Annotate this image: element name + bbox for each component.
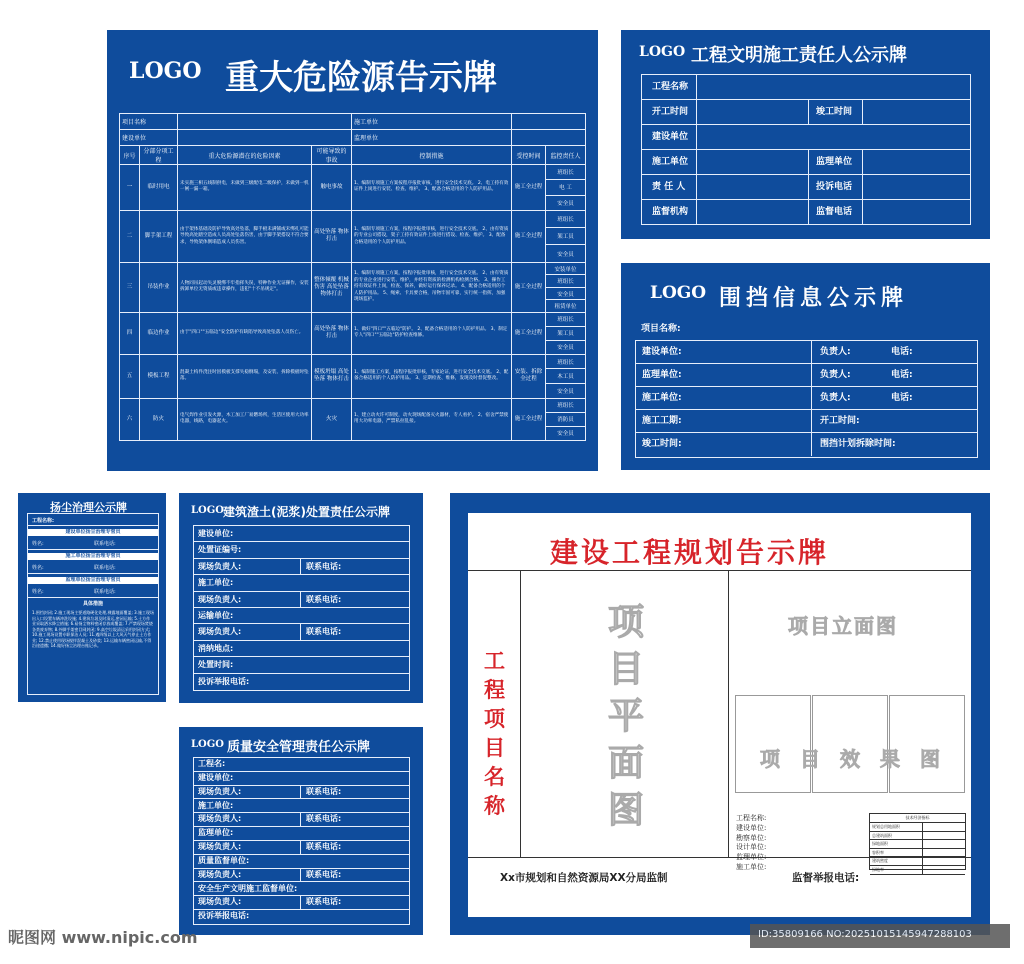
hz-build-label: 建设单位: [120, 130, 178, 146]
board5-row: 处置时间:: [194, 657, 409, 673]
hz-constr-label: 施工单位: [352, 114, 512, 130]
board5-row: 现场负责人: 联系电话:: [194, 624, 409, 640]
dust-board: [18, 493, 166, 702]
hz-project-label: 项目名称: [120, 114, 178, 130]
board6-row: 现场负责人: 联系电话:: [194, 841, 409, 855]
planning-footer-left: Xx市规划和自然资源局XX分局监制: [500, 872, 668, 884]
hazard-row: 架工员: [120, 326, 586, 340]
hazard-row: 安全员: [120, 245, 586, 262]
watermark-site: 昵图网 www.nipic.com: [8, 928, 198, 947]
board6-row: 现场负责人: 联系电话:: [194, 869, 409, 883]
effect-placeholder: 项目效果图: [760, 747, 960, 771]
hoarding-grid: 建设单位: 负责人: 电话: 监理单位: 负责人: 电话: 施工单位: 负责人: 电话: 施工工期: 开工时间: 竣工时间: 围挡计划拆除时间:: [635, 340, 978, 458]
hoarding-project: 项目名称:: [641, 324, 681, 334]
hoarding-title: 围挡信息公示牌: [719, 286, 909, 311]
planning-info-line: 施工单位:: [736, 862, 767, 871]
tech-row: 容积率: [870, 849, 965, 858]
hazard-row: 四 临边作业 由于"四口""五临边"安全防护有缺陷导致高处坠落人员伤亡。 高处坠落 物体打击 1、做好"四口""五临边"防护。 2、配备合格适用的个人防护用品。 3、制定专人"四口""五临边"防护检查维修。 施工全过程 班组长: [120, 312, 586, 326]
muck-board: [179, 493, 423, 703]
tech-row: 总建筑面积: [870, 832, 965, 841]
civil-board: [621, 30, 990, 239]
board5-row: 投诉举报电话:: [198, 676, 250, 686]
watermark-right: [750, 924, 1010, 948]
board6-row: 现场负责人: 联系电话:: [194, 896, 409, 910]
hoarding-logo: LOGO: [650, 283, 707, 303]
hazard-row: 安全员: [120, 195, 586, 210]
civil-title: 工程文明施工责任人公示牌: [691, 45, 907, 66]
tech-row: 绿地率: [870, 866, 965, 875]
hazard-row: 班组长: [120, 275, 586, 288]
quality-board: [179, 727, 423, 935]
hazard-row: 五 模板工程 混凝土构件浇注时因模板支撑失稳倒塌，及安装、拆除模板时坠落。 模板坍塌 高处坠落 物体打击 1、编制施工方案，按程序报批审核，专家论证，进行安全技术交底。 2、配备合格适用的个人防护用品。 3、定期检查、维修，发现及时督促整改。 安装、拆除全过程 班组长: [120, 354, 586, 369]
board6-row: 施工单位:: [194, 800, 409, 814]
plan-placeholder: 项目平面图: [608, 602, 645, 831]
hazard-row: 二 脚手架工程 由于架体基础及防护导致高处坠落，脚手板未满铺或未绑扎可能导致高处踏空造成人员高处坠落伤害，由于脚手架搭设不符合要求，导致架体倒塌造成人员伤害。 高处坠落 物体打击 1、编制专项施工方案，按程序报批审核，进行安全技术交底。 2、由有资质的专业公司搭设，架子工持有效证件上岗进行搭设、检查、维护。 3、配备合格适用的个人防护用品。 施工全过程 班组长: [120, 210, 586, 227]
planning-panel: [468, 513, 971, 917]
board6-row: 建设单位:: [194, 772, 409, 786]
planning-info-line: 工程名称:: [736, 814, 767, 822]
board6-row: 现场负责人: 联系电话:: [194, 813, 409, 827]
hazard-row: 租赁单位: [120, 300, 586, 313]
watermark-id: ID:35809166 NO:20251015145947288103: [758, 929, 972, 940]
board5-row: 运输单位:: [194, 608, 409, 624]
hazard-row: 架工员: [120, 228, 586, 245]
hazard-board: [107, 30, 598, 471]
board5-row: 消纳地点:: [194, 641, 409, 657]
muck-grid: [193, 525, 410, 691]
hazard-table: [119, 113, 586, 441]
board5-row: 现场负责人: 联系电话:: [194, 592, 409, 608]
hazard-row: 消防员: [120, 412, 586, 426]
civil-logo: LOGO: [639, 44, 686, 60]
hazard-row: 木工员: [120, 369, 586, 384]
quality-logo: LOGO: [191, 739, 224, 750]
hazard-row: 六 防火 电气焊作业引发火源，木工加工厂易燃场所，生活区使用大功率电器，线路，电器起火。 火灾 1、建立动火许可制度，动火现场配备灭火器材，专人看护。 2、宿舍严禁使用大功率电器，严禁私拉乱接。 施工全过程 班组长: [120, 398, 586, 412]
muck-logo: LOGO: [191, 505, 224, 516]
hazard-title: 重大危险源告示牌: [225, 58, 497, 98]
board6-row: 现场负责人: 联系电话:: [194, 786, 409, 800]
hazard-row: 电 工: [120, 180, 586, 195]
board6-row: 监理单位:: [194, 827, 409, 841]
dust-grid: 工程名称: 建设单位扬尘治理专管员 姓名: 联系电话: 施工单位扬尘治理专管员 姓名: 联系电话: 监理单位扬尘治理专管员 姓名: 联系电话: 具体措施 1.围挡封闭; 2.施工现场主要道路硬化处理,裸露地面覆盖; 3.施工现场出入口设置车辆冲洗设施; 4.建筑垃圾及时清运,密闭运输; 5.土方作业采取洒水降尘措施; 6.易扬尘物料密闭存放或覆盖; 7.严禁现场焚烧各类废弃物; 8.外脚手架密目网封闭; 9.高空垃圾清运采用封闭方式; 10.施工现场设置专职保洁人员; 11.遇四级以上大风天气停止土方作业; 12.禁止使用现场搅拌混凝土及砂浆; 13.运输车辆密闭运输,不得沿途遗撒; 14.做好扬尘治理台账记录。: [27, 513, 159, 695]
dust-title: 扬尘治理公示牌: [50, 501, 127, 514]
board6-row: 质量监督单位:: [194, 855, 409, 869]
board5-row: 处置证编号:: [194, 542, 409, 558]
hazard-row: 安全员: [120, 340, 586, 354]
tech-row: 规划总用地面积: [870, 823, 965, 832]
tech-table: 技术经济指标 规划总用地面积 总建筑面积 绿地面积 容积率 建筑密度 绿地率: [869, 813, 966, 870]
elevation-placeholder: 项目立面图: [788, 614, 898, 638]
tech-row: 绿地面积: [870, 840, 965, 849]
civil-grid: 工程名称 开工时间 竣工时间 建设单位 施工单位 监理单位 责 任 人 投诉电话 监督机构 监督电话: [641, 74, 971, 225]
muck-title: 建筑渣土(泥浆)处置责任公示牌: [223, 505, 390, 519]
hz-super-label: 监理单位: [352, 130, 512, 146]
board5-row: 建设单位:: [194, 526, 409, 542]
hazard-row: 三 吊装作业 人物同吊起动失灵脱绑不牢指挥失误，特种作业无证操作，安装拆卸单位无资质或违章操作，违犯"十不吊规定"。 整体倾覆 机械伤害 高处坠落 物体打击 1、编制专项施工方案，按程序报批审核，进行安全技术交底。 2、由有资质的专业企业进行安装、维护，并经有资质的检测机构检测合格。 3、操作工持有效证件上岗，检查、保养，做好运行保养记录。 4、配备合格适用的个人防护用品。 5、绳索、卡具要合格，吊物牢固可靠，实行统一指挥，加强现场监护。 施工全过程 安装单位: [120, 262, 586, 275]
planning-info-line: 建设单位:: [736, 823, 767, 832]
planning-info-line: 勘察单位:: [736, 833, 767, 842]
quality-grid: [193, 757, 410, 925]
board5-row: 施工单位:: [194, 575, 409, 591]
hazard-row: 一 临时用电 未实施三相五线制供电，未做到三级配电二级保护，未做到一机一闸一漏一箱。 触电事故 1、编制专项施工方案按程序报批审核，进行安全技术交底。 2、电工持有效证件上岗进行安装、检查、维护。 3、配备合格适用的个人防护用品。 施工全过程 班组长: [120, 165, 586, 180]
quality-title: 质量安全管理责任公示牌: [227, 740, 371, 755]
planning-info-line: 设计单位:: [736, 843, 767, 852]
hazard-row: 安全员: [120, 287, 586, 300]
hz-header-row: 序号 分部分项工程 重大危险源潜在的危险因素 可能导致的事故 控制措施 受控时间 监控责任人: [120, 146, 586, 165]
hazard-row: 安全员: [120, 426, 586, 440]
planning-info: [736, 814, 766, 873]
planning-info-line: 监理单位:: [736, 853, 767, 862]
planning-title: 建设工程规划告示牌: [550, 536, 830, 569]
hoarding-board: [621, 263, 990, 470]
board6-row: 投诉举报电话:: [198, 911, 250, 921]
planning-left: 工程项目名称: [484, 649, 505, 818]
planning-footer-right: 监督举报电话:: [792, 872, 860, 884]
planning-board: [450, 493, 990, 935]
hazard-logo: LOGO: [129, 58, 202, 84]
board6-row: 安全生产文明施工监督单位:: [194, 883, 409, 897]
board5-row: 现场负责人: 联系电话:: [194, 559, 409, 575]
hazard-row: 安全员: [120, 384, 586, 399]
tech-row: 建筑密度: [870, 857, 965, 866]
watermark-left: [0, 923, 230, 951]
board6-row: 工程名:: [194, 758, 409, 772]
